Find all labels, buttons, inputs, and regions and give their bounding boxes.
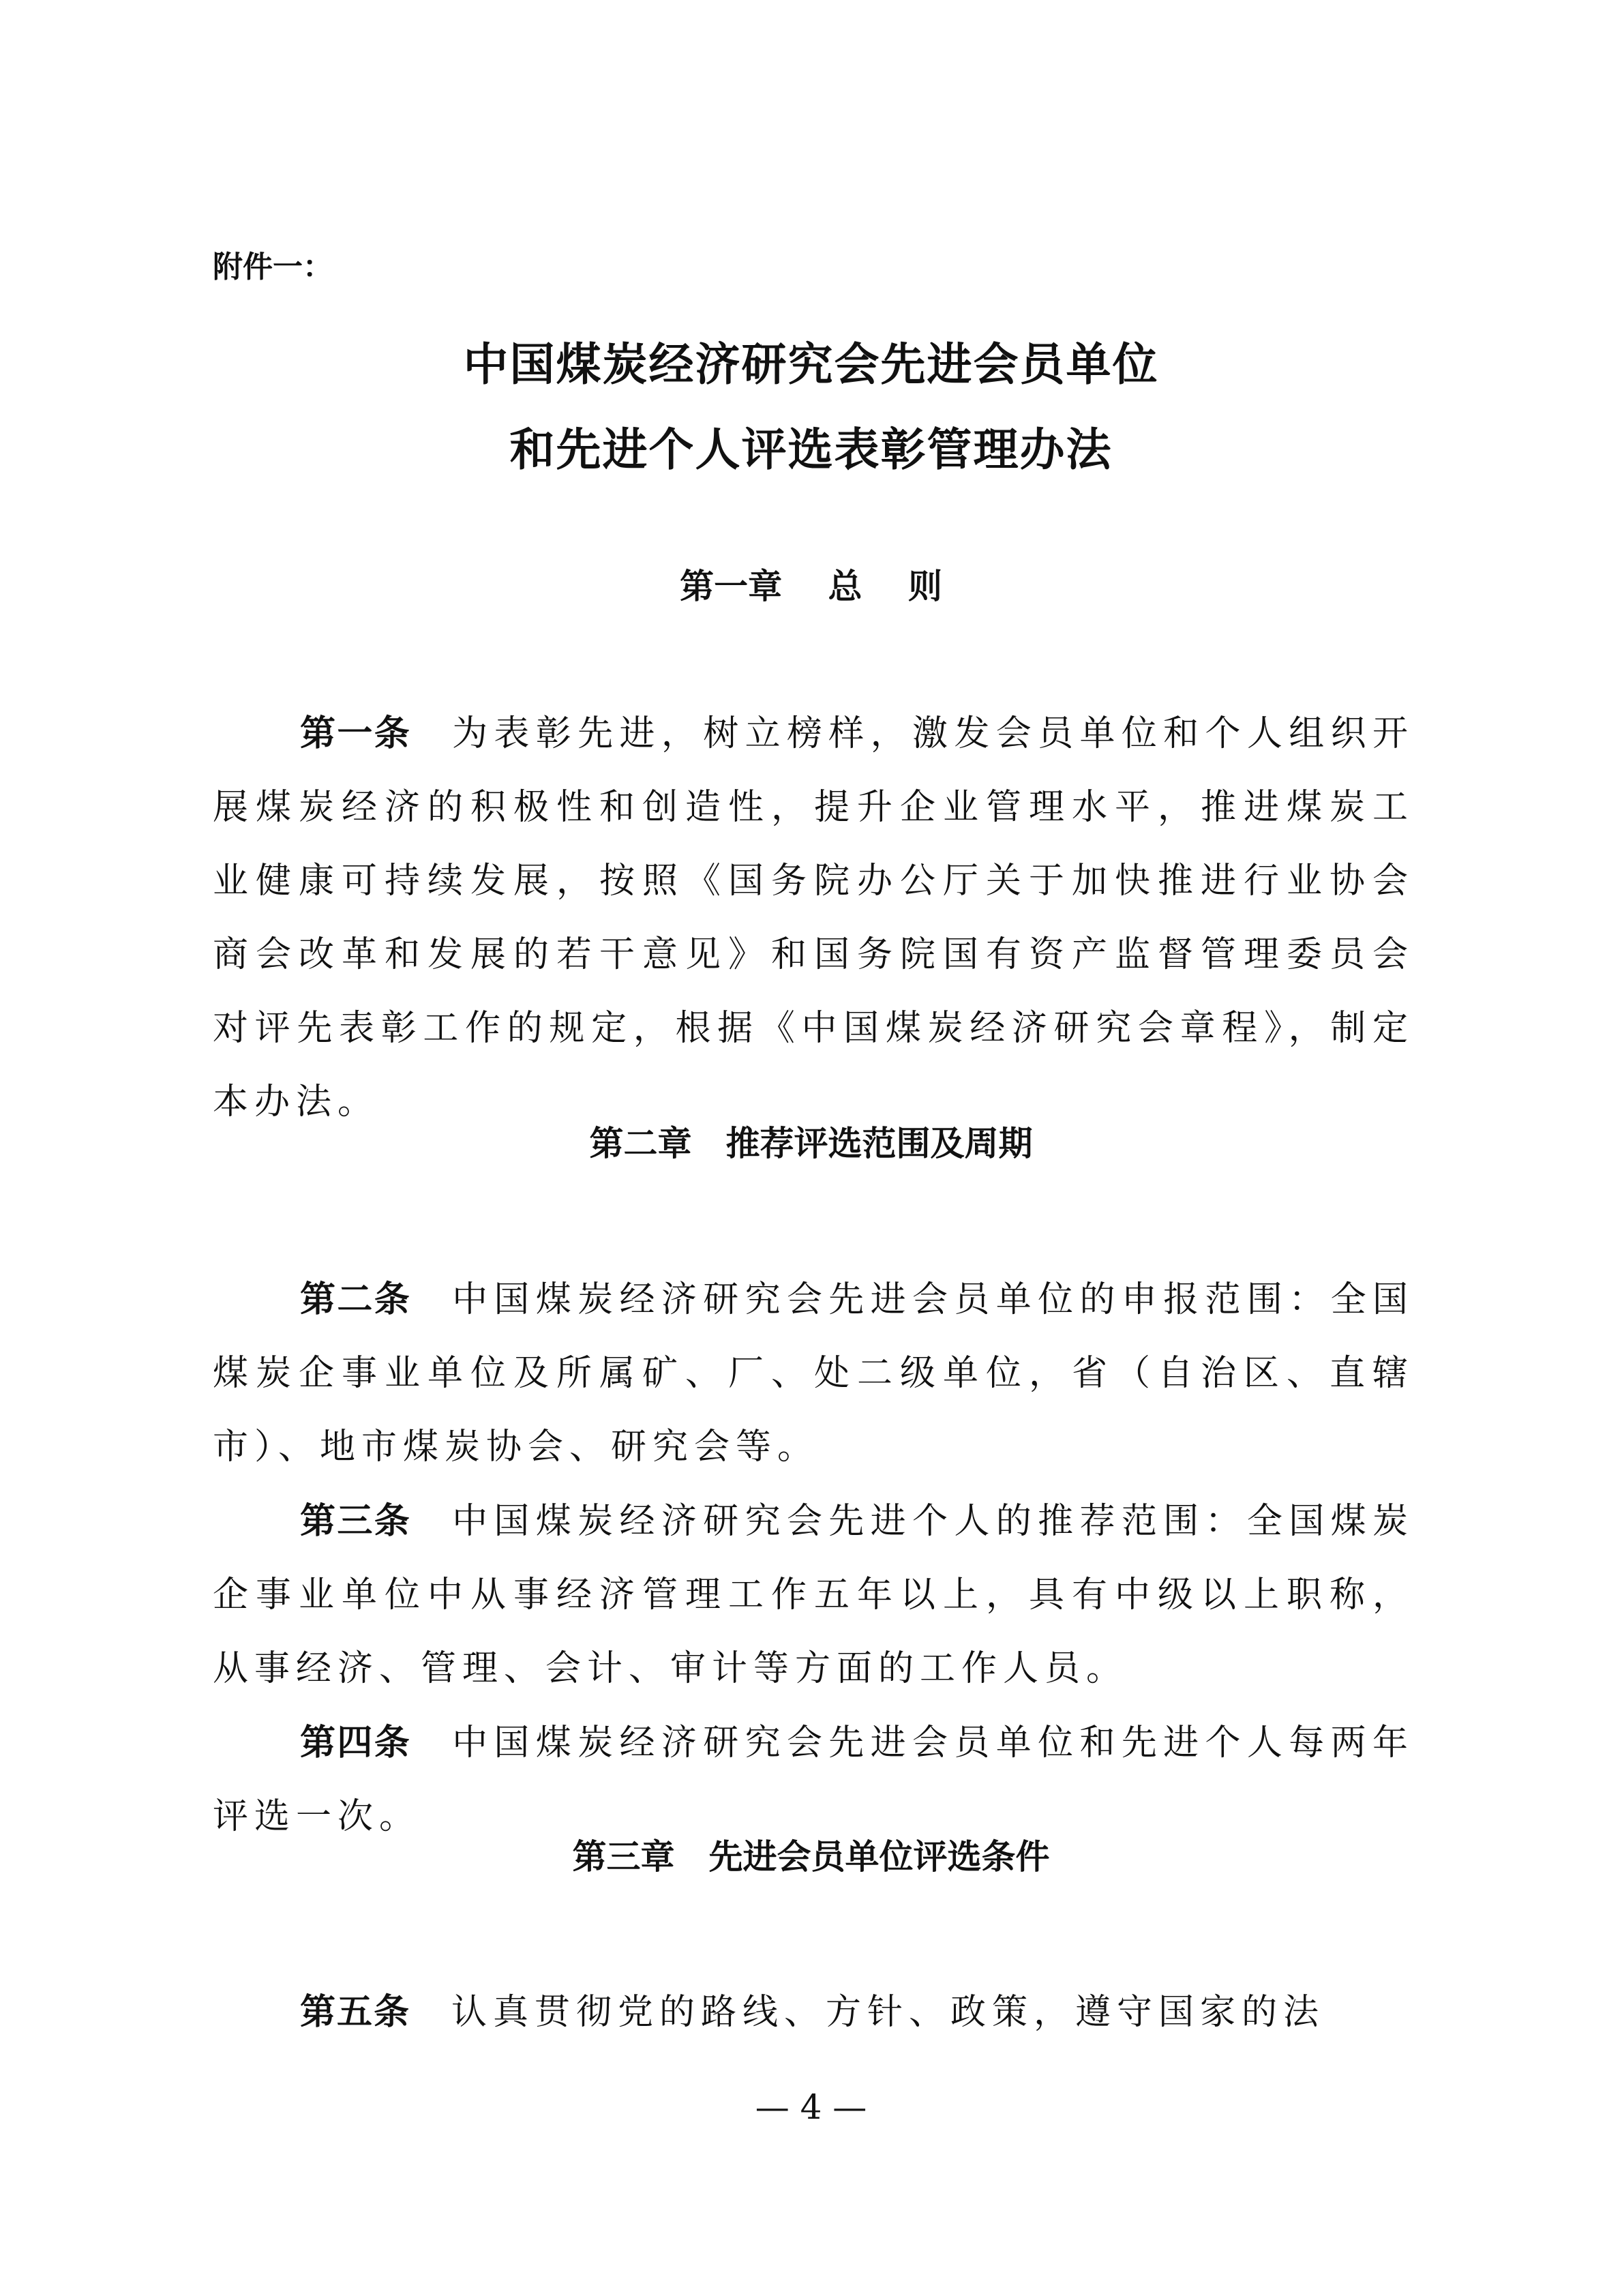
article-4-label: 第四条: [300, 1723, 412, 1763]
article-3-text: 中国煤炭经济研究会先进个人的推荐范围：全国煤炭企事业单位中从事经济管理工作五年以上，具有中级以上职称，从事经济、管理、会计、审计等方面的工作人员。: [213, 1501, 1414, 1689]
document-title-line-2: 和先进个人评选表彰管理办法: [509, 423, 1113, 476]
article-3-label: 第三条: [300, 1501, 412, 1542]
article-1: [213, 697, 1414, 1139]
article-5-label: 第五条: [300, 1992, 411, 2033]
page-number: — 4 —: [755, 2087, 867, 2127]
document-title-line-1: 中国煤炭经济研究会先进会员单位: [463, 338, 1159, 391]
article-5: [213, 1976, 1414, 2049]
chapter-heading-2: 第二章 推荐评选范围及周期: [589, 1124, 1033, 1163]
article-5-text: 认真贯彻党的路线、方针、政策，遵守国家的法: [451, 1992, 1325, 2033]
article-4: [213, 1706, 1414, 1853]
article-4-text: 中国煤炭经济研究会先进会员单位和先进个人每两年评选一次。: [213, 1723, 1414, 1837]
chapter-heading-1: 第一章 总 则: [680, 567, 942, 606]
attachment-label: 附件一：: [213, 250, 333, 284]
article-2-text: 中国煤炭经济研究会先进会员单位的申报范围：全国煤炭企事业单位及所属矿、厂、处二级单位，省（自治区、直辖市）、地市煤炭协会、研究会等。: [213, 1279, 1414, 1467]
chapter-heading-3: 第三章 先进会员单位评选条件: [572, 1837, 1050, 1877]
article-2-label: 第二条: [300, 1279, 412, 1320]
article-2: [213, 1263, 1414, 1484]
article-1-text: 为表彰先进，树立榜样，激发会员单位和个人组织开展煤炭经济的积极性和创造性，提升企业管理水平，推进煤炭工业健康可持续发展，按照《国务院办公厅关于加快推进行业协会商会改革和发展的若干意见》和国务院国有资产监督管理委员会对评先表彰工作的规定，根据《中国煤炭经济研究会章程》，制定本办法。: [213, 713, 1414, 1122]
article-3: [213, 1485, 1414, 1705]
article-1-label: 第一条: [300, 713, 412, 754]
